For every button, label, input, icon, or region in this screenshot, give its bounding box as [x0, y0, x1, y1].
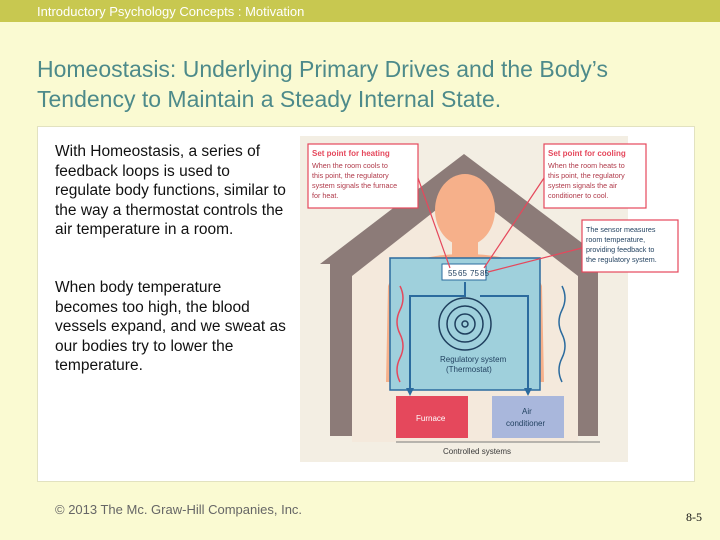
regulatory-label-2: (Thermostat)	[446, 365, 492, 374]
homeostasis-figure	[300, 136, 657, 462]
slide-title: Homeostasis: Underlying Primary Drives and the Body’s Tendency to Maintain a Steady Internal State.	[37, 56, 608, 112]
paragraph-body-temperature: When body temperature becomes too high, the blood vessels expand, and we sweat as our bodies try to lower the temperature.	[55, 279, 286, 374]
header-bar	[0, 0, 720, 22]
course-title: Introductory Psychology Concepts : Motivation	[37, 4, 305, 19]
regulatory-label-1: Regulatory system	[440, 355, 507, 364]
svg-text:Set point for cooling: Set point for cooling	[548, 149, 626, 158]
svg-text:Air: Air	[522, 407, 532, 416]
svg-text:The sensor measures: The sensor measures	[586, 225, 656, 234]
svg-text:conditioner to cool.: conditioner to cool.	[548, 191, 609, 200]
scale-75: 75	[470, 269, 479, 278]
svg-text:for heat.: for heat.	[312, 191, 339, 200]
copyright-text: © 2013 The Mc. Graw-Hill Companies, Inc.	[55, 502, 303, 517]
paragraph-homeostasis: With Homeostasis, a series of feedback loops is used to regulate body functions, similar to the way a thermostat controls the air temperature in a room.	[55, 143, 286, 238]
svg-text:system signals the furnace: system signals the furnace	[312, 181, 398, 190]
svg-text:conditioner: conditioner	[506, 419, 546, 428]
svg-text:this point, the regulatory: this point, the regulatory	[548, 171, 625, 180]
svg-text:system signals the air: system signals the air	[548, 181, 618, 190]
controlled-systems-label: Controlled systems	[443, 447, 512, 456]
svg-text:When the room heats to: When the room heats to	[548, 161, 625, 170]
svg-text:this point, the regulatory: this point, the regulatory	[312, 171, 389, 180]
svg-text:Set point for heating: Set point for heating	[312, 149, 390, 158]
scale-65: 65	[458, 269, 467, 278]
svg-text:providing feedback to: providing feedback to	[586, 245, 655, 254]
sensor-callout	[582, 220, 678, 272]
air-conditioner-box	[492, 396, 564, 438]
page-number: 8-5	[686, 510, 702, 524]
svg-text:room temperature,: room temperature,	[586, 235, 646, 244]
scale-55: 55	[448, 269, 457, 278]
cooling-callout	[544, 144, 646, 208]
svg-text:Furnace: Furnace	[416, 414, 446, 423]
svg-text:the regulatory system.: the regulatory system.	[586, 255, 657, 264]
scale-85: 85	[480, 269, 489, 278]
furnace-box	[396, 396, 468, 438]
heating-callout	[308, 144, 418, 208]
svg-text:When the room cools to: When the room cools to	[312, 161, 388, 170]
